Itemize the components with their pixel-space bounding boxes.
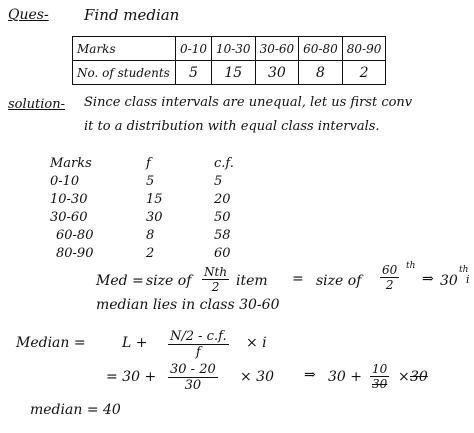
step2-fraction — [168, 363, 218, 392]
table-frequency-cell: 2 — [342, 61, 386, 85]
table-frequency-cell: 5 — [176, 61, 212, 85]
med-arrow-icon: ⇒ — [422, 271, 434, 287]
question-text: Find median — [84, 6, 180, 24]
formula-numerator: N/2 - c.f. — [170, 329, 227, 344]
table-class-cell: 60-80 — [299, 37, 343, 61]
med-n-fraction — [202, 266, 229, 293]
dist-f-cell: 30 — [146, 210, 163, 225]
med-n-denominator: 2 — [211, 280, 220, 294]
dist-header-f: f — [146, 156, 151, 171]
step2-times-2: × — [398, 369, 410, 385]
dist-marks-cell: 0-10 — [50, 174, 80, 189]
solution-line-1: Since class intervals are unequal, let us first conv — [84, 95, 413, 110]
med-result-superscript: th — [459, 265, 469, 275]
step2-numerator-2: 10 — [372, 362, 388, 376]
table-header-students: No. of students — [73, 61, 176, 85]
table-frequency-cell: 30 — [255, 61, 299, 85]
step2-thirty: 30 + — [328, 369, 362, 385]
dist-f-cell: 15 — [146, 192, 163, 207]
formula-fraction — [168, 330, 229, 359]
dist-cf-cell: 60 — [214, 246, 231, 261]
dist-marks-cell: 80-90 — [56, 246, 94, 261]
formula-times-i: × i — [246, 335, 267, 351]
table-header-marks: Marks — [73, 37, 176, 61]
step2-eq: = 30 + — [106, 369, 157, 385]
dist-cf-cell: 20 — [214, 192, 231, 207]
table-row-students — [73, 61, 386, 85]
med-item: item — [236, 273, 268, 289]
table-row-marks — [73, 37, 386, 61]
dist-f-cell: 5 — [146, 174, 155, 189]
table-frequency-cell: 8 — [299, 61, 343, 85]
step2-times: × 30 — [240, 369, 274, 385]
dist-f-column — [146, 155, 163, 263]
formula-label: Median = — [16, 335, 86, 351]
dist-cf-cell: 5 — [214, 174, 223, 189]
med-sixty-denominator: 2 — [385, 278, 394, 292]
dist-cf-column — [214, 155, 234, 263]
step2-denominator-2: 30 — [372, 377, 388, 391]
table-frequency-cell: 15 — [211, 61, 255, 85]
step2-fraction-2 — [370, 363, 389, 390]
formula-l-term: L + — [122, 335, 148, 351]
dist-cf-cell: 50 — [214, 210, 231, 225]
formula-denominator: f — [195, 345, 201, 360]
med-equals: = — [292, 271, 304, 287]
med-sixty-superscript: th — [406, 261, 416, 271]
table-class-cell: 0-10 — [176, 37, 212, 61]
solution-label: solution- — [8, 97, 66, 112]
marks-table — [72, 36, 386, 85]
dist-f-cell: 8 — [146, 228, 155, 243]
dist-marks-cell: 10-30 — [50, 192, 88, 207]
dist-marks-column — [50, 155, 93, 263]
step2-numerator: 30 - 20 — [170, 362, 216, 377]
med-n-numerator: Nth — [204, 265, 228, 279]
med-sixty-fraction — [380, 264, 399, 291]
question-label: Ques- — [8, 7, 49, 23]
dist-header-marks: Marks — [50, 156, 92, 171]
dist-marks-cell: 60-80 — [56, 228, 94, 243]
med-size-of-2: size of — [316, 273, 362, 289]
step2-thirty-struck: 30 — [410, 369, 428, 385]
dist-cf-cell: 58 — [214, 228, 231, 243]
table-class-cell: 10-30 — [211, 37, 255, 61]
median-lies-text: median lies in class 30-60 — [96, 297, 280, 313]
step2-denominator: 30 — [184, 378, 202, 393]
med-sixty-numerator: 60 — [382, 263, 398, 277]
med-prefix: Med = — [96, 273, 144, 289]
solution-line-2: it to a distribution with equal class intervals. — [84, 119, 380, 134]
med-result-tail: i — [466, 273, 470, 286]
dist-f-cell: 2 — [146, 246, 155, 261]
dist-marks-cell: 30-60 — [50, 210, 88, 225]
table-class-cell: 80-90 — [342, 37, 386, 61]
med-size-of: size of — [146, 273, 192, 289]
table-class-cell: 30-60 — [255, 37, 299, 61]
med-result: 30 — [440, 273, 458, 289]
step2-arrow-icon: ⇒ — [304, 367, 316, 383]
final-answer: median = 40 — [30, 402, 121, 418]
dist-header-cf: c.f. — [214, 156, 234, 171]
